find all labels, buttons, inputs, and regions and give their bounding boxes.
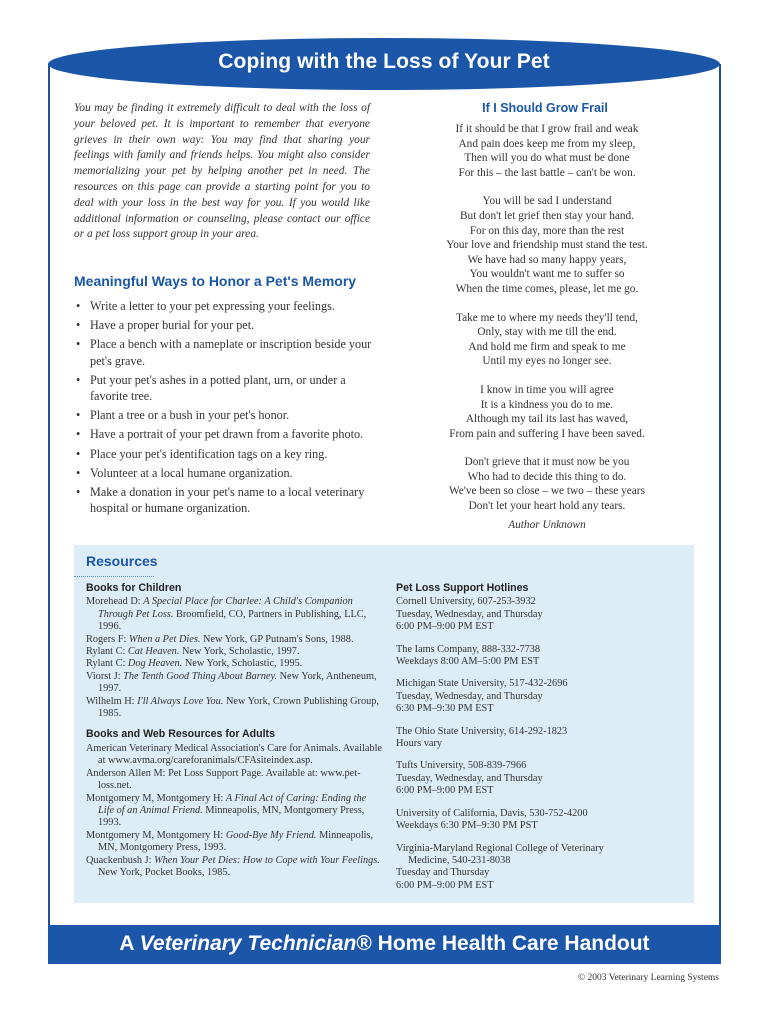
hotlines-list bbox=[396, 596, 686, 892]
poem-line: You wouldn't want me to suffer so bbox=[469, 268, 625, 281]
divider bbox=[74, 576, 154, 577]
hotline-line: Cornell University, 607-253-3932 bbox=[396, 596, 536, 608]
poem-line: It is a kindness you do to me. bbox=[480, 398, 614, 411]
reference-item: Montgomery M, Montgomery H: A Final Act of Caring: Ending the Life of an Animal Friend. Minneapolis, MN, Montgomery Press, 1993. bbox=[86, 792, 367, 829]
poem-stanza bbox=[420, 122, 674, 180]
footer-brand: Veterinary Technician bbox=[139, 932, 357, 955]
copyright: © 2003 Veterinary Learning Systems bbox=[577, 973, 719, 983]
children-books-heading: Books for Children bbox=[86, 582, 182, 594]
poem-line: Then will you do what must be done bbox=[464, 152, 630, 165]
resources-left-column bbox=[86, 582, 382, 879]
list-item: • Volunteer at a local humane organization. bbox=[74, 465, 374, 481]
hotline-line: 6:00 PM–9:00 PM EST bbox=[396, 621, 494, 633]
list-item: • Plant a tree or a bush in your pet's honor. bbox=[74, 407, 374, 423]
reference-item: Rylant C: Cat Heaven. New York, Scholastic, 1997. bbox=[86, 646, 300, 658]
hotline-entry bbox=[396, 760, 686, 797]
reference-item: American Veterinary Medical Association's Care for Animals. Available at www.avma.org/careforanimals/CFAsiteindex.asp. bbox=[86, 742, 382, 767]
reference-item: Viorst J: The Tenth Good Thing About Barney. New York, Antheneum, 1997. bbox=[86, 670, 377, 695]
reference-item: Anderson Allen M: Pet Loss Support Page. Available at: www.pet-loss.net. bbox=[86, 767, 361, 792]
poem-line: And pain does keep me from my sleep, bbox=[458, 137, 636, 150]
list-item: • Have a portrait of your pet drawn from a favorite photo. bbox=[74, 426, 374, 442]
poem bbox=[420, 122, 674, 532]
poem-title: If I Should Grow Frail bbox=[482, 101, 608, 115]
hotline-line: 6:00 PM–9:00 PM EST bbox=[396, 785, 494, 797]
reference-item: Rylant C: Dog Heaven. New York, Scholastic, 1995. bbox=[86, 658, 303, 670]
hotline-line: Weekdays 8:00 AM–5:00 PM EST bbox=[396, 656, 540, 668]
hotline-line: Tuesday, Wednesday, and Thursday bbox=[396, 772, 543, 784]
hotline-line: Michigan State University, 517-432-2696 bbox=[396, 678, 568, 690]
list-item: • Make a donation in your pet's name to a local veterinary hospital or humane organization. bbox=[74, 484, 374, 516]
reference-item: Rogers F: When a Pet Dies. New York, GP Putnam's Sons, 1988. bbox=[86, 633, 354, 645]
hotline-line: Virginia-Maryland Regional College of Veterinary bbox=[396, 842, 604, 854]
poem-line: When the time comes, please, let me go. bbox=[455, 282, 639, 295]
list-item: • Place a bench with a nameplate or inscription beside your pet's grave. bbox=[74, 336, 374, 368]
poem-line: Take me to where my needs they'll tend, bbox=[456, 311, 638, 324]
list-item: • Place your pet's identification tags on a key ring. bbox=[74, 446, 374, 462]
list-item: • Write a letter to your pet expressing your feelings. bbox=[74, 298, 374, 314]
hotline-line: Tuesday, Wednesday, and Thursday bbox=[396, 608, 543, 620]
list-item: • Have a proper burial for your pet. bbox=[74, 317, 374, 333]
hotline-line: Medicine, 540-231-8038 bbox=[408, 854, 511, 866]
hotline-line: Weekdays 6:30 PM–9:30 PM PST bbox=[396, 820, 538, 832]
hotline-line: Tuesday and Thursday bbox=[396, 867, 490, 879]
poem-stanza bbox=[420, 194, 674, 296]
page-title: Coping with the Loss of Your Pet bbox=[218, 50, 550, 73]
poem-line: And hold me firm and speak to me bbox=[468, 340, 626, 353]
registered-mark: ® bbox=[356, 932, 372, 955]
hotline-entry bbox=[396, 678, 686, 715]
reference-item: Wilhelm H: I'll Always Love You. New York, Crown Publishing Group, 1985. bbox=[86, 695, 379, 720]
children-books-list bbox=[86, 596, 382, 720]
poem-line: We have had so many happy years, bbox=[467, 253, 627, 266]
poem-line: Don't let your heart hold any tears. bbox=[468, 500, 626, 513]
hotline-line: University of California, Davis, 530-752-4200 bbox=[396, 807, 588, 819]
footer-text: Home Health Care Handout bbox=[371, 932, 650, 955]
hotline-entry bbox=[396, 644, 686, 669]
poem-line: Until my eyes no longer see. bbox=[482, 355, 612, 368]
resources-right-column bbox=[396, 582, 686, 902]
poem-line: For on this day, more than the rest bbox=[469, 224, 625, 237]
poem-line: Who had to decide this thing to do. bbox=[467, 470, 627, 483]
poem-line: I know in time you will agree bbox=[480, 383, 614, 396]
poem-line: Your love and friendship must stand the test. bbox=[446, 239, 648, 252]
adult-resources-heading: Books and Web Resources for Adults bbox=[86, 728, 275, 741]
poem-stanza bbox=[420, 311, 674, 369]
resources-heading: Resources bbox=[86, 553, 158, 569]
resources-box bbox=[74, 545, 694, 903]
poem-stanza bbox=[420, 455, 674, 513]
poem-line: You will be sad I understand bbox=[482, 195, 612, 208]
hotline-line: 6:00 PM–9:00 PM EST bbox=[396, 879, 494, 891]
reference-item: Morehead D: A Special Place for Charlee: A Child's Companion Through Pet Loss. Broomfield, CO, Partners in Publishing, LLC, 1996. bbox=[86, 596, 367, 633]
hotline-line: Hours vary bbox=[396, 738, 443, 750]
ways-list bbox=[74, 298, 374, 519]
hotline-line: 6:30 PM–9:30 PM EST bbox=[396, 703, 494, 715]
intro-paragraph: You may be finding it extremely difficult to deal with the loss of your beloved pet. It is important to remember that everyone grieves in their own way: You may find that sharing your feelings with family and friends helps. You might also consider memorializing your pet by helping another pet in need. The resources on this page can provide a starting point for you to deal with your loss in the best way for you. If you would like additional information or counseling, please contact our office or a pet loss support group in your area. bbox=[74, 102, 370, 241]
hotline-line: The Ohio State University, 614-292-1823 bbox=[396, 725, 568, 737]
reference-item: Montgomery M, Montgomery H: Good-Bye My Friend. Minneapolis, MN, Montgomery Press, 1993. bbox=[86, 829, 374, 854]
poem-line: For this – the last battle – can't be won. bbox=[458, 166, 636, 179]
hotline-line: The Iams Company, 888-332-7738 bbox=[396, 643, 541, 655]
adult-resources-list bbox=[86, 743, 382, 879]
footer-banner bbox=[48, 925, 721, 964]
hotline-line: Tuesday, Wednesday, and Thursday bbox=[396, 690, 543, 702]
hotline-line: Tufts University, 508-839-7966 bbox=[396, 760, 527, 772]
poem-line: But don't let grief then stay your hand. bbox=[460, 209, 634, 222]
poem-author: Author Unknown bbox=[508, 518, 586, 531]
footer-text: A bbox=[119, 932, 140, 955]
poem-line: Only, stay with me till the end. bbox=[477, 326, 617, 339]
poem-line: Although my tail its last has waved, bbox=[465, 413, 629, 426]
list-item: • Put your pet's ashes in a potted plant, urn, or under a favorite tree. bbox=[74, 372, 374, 404]
ways-heading: Meaningful Ways to Honor a Pet's Memory bbox=[74, 273, 357, 289]
poem-line: If it should be that I grow frail and weak bbox=[455, 123, 639, 135]
poem-stanza bbox=[420, 383, 674, 441]
hotline-entry bbox=[396, 808, 686, 833]
poem-line: From pain and suffering I have been saved. bbox=[449, 427, 645, 440]
reference-item: Quackenbush J: When Your Pet Dies: How to Cope with Your Feelings. New York, Pocket Books, 1985. bbox=[86, 854, 380, 878]
poem-line: We've been so close – we two – these years bbox=[449, 485, 645, 498]
hotlines-heading: Pet Loss Support Hotlines bbox=[396, 582, 529, 594]
poem-line: Don't grieve that it must now be you bbox=[464, 456, 630, 469]
hotline-entry bbox=[396, 596, 686, 633]
hotline-entry bbox=[396, 843, 686, 893]
hotline-entry bbox=[396, 726, 686, 751]
